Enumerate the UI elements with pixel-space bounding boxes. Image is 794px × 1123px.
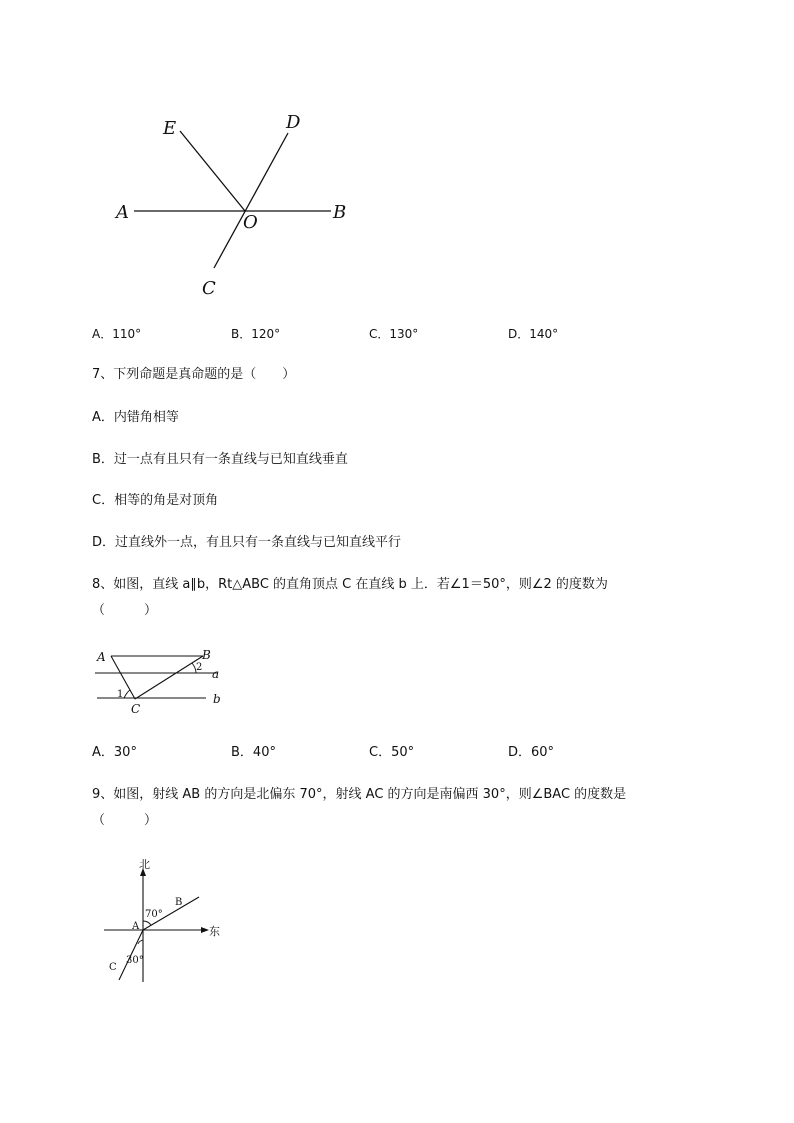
option-letter: D．: [508, 327, 530, 341]
label-a: A: [116, 202, 129, 223]
option-letter: B．: [231, 327, 252, 341]
option-letter: C．: [369, 327, 390, 341]
option-value: 120°: [251, 327, 281, 341]
option-letter: B．: [231, 745, 253, 760]
option-value: 130°: [389, 327, 419, 341]
option-value: 110°: [112, 327, 142, 341]
option-letter: D．: [508, 745, 532, 760]
label-angle-2: 2: [196, 662, 203, 673]
label-east: 东: [209, 925, 220, 938]
q7-option-b[interactable]: B．过一点有且只有一条直线与已知直线垂直: [92, 452, 348, 467]
option-letter: A．: [92, 327, 113, 341]
label-north: 北: [139, 858, 150, 871]
q9-stem: 9、如图，射线 AB 的方向是北偏东 70°，射线 AC 的方向是南偏西 30°，则∠BAC 的度数是: [92, 787, 627, 802]
label-c: C: [131, 702, 141, 716]
q8-paren: （ ）: [92, 603, 158, 618]
q9-paren: （ ）: [92, 813, 158, 828]
label-c: C: [109, 962, 117, 973]
label-a: A: [97, 650, 106, 664]
option-value: 30°: [113, 745, 137, 760]
option-letter: C．: [369, 745, 392, 760]
label-angle-30: 30°: [126, 955, 144, 966]
east-arrow-icon: [201, 927, 209, 933]
q7-stem: 7、下列命题是真命题的是（ ）: [92, 367, 296, 382]
label-e: E: [163, 118, 177, 139]
label-b: B: [202, 648, 211, 662]
label-o: O: [243, 212, 258, 233]
label-angle-70: 70°: [145, 909, 163, 920]
q7-option-a[interactable]: A．内错角相等: [92, 410, 179, 425]
angle-30-arc: [138, 940, 143, 944]
option-value: 140°: [529, 327, 559, 341]
q8-stem: 8、如图，直线 a∥b，Rt△ABC 的直角顶点 C 在直线 b 上．若∠1＝50°，则∠2 的度数为: [92, 577, 608, 592]
label-angle-1: 1: [117, 689, 124, 700]
option-letter: A．: [92, 745, 114, 760]
option-value: 60°: [531, 745, 555, 760]
label-b: B: [175, 897, 183, 908]
q7-option-d[interactable]: D．过直线外一点，有且只有一条直线与已知直线平行: [92, 535, 402, 550]
label-b: B: [333, 202, 347, 223]
q7-option-c[interactable]: C．相等的角是对顶角: [92, 493, 219, 508]
option-value: 40°: [252, 745, 276, 760]
label-a: A: [132, 921, 140, 932]
label-c: C: [202, 278, 216, 299]
angle-70-arc: [143, 921, 151, 925]
label-line-b: b: [213, 692, 221, 706]
option-value: 50°: [391, 745, 415, 760]
label-d: D: [286, 112, 301, 133]
label-line-a: a: [212, 667, 220, 681]
